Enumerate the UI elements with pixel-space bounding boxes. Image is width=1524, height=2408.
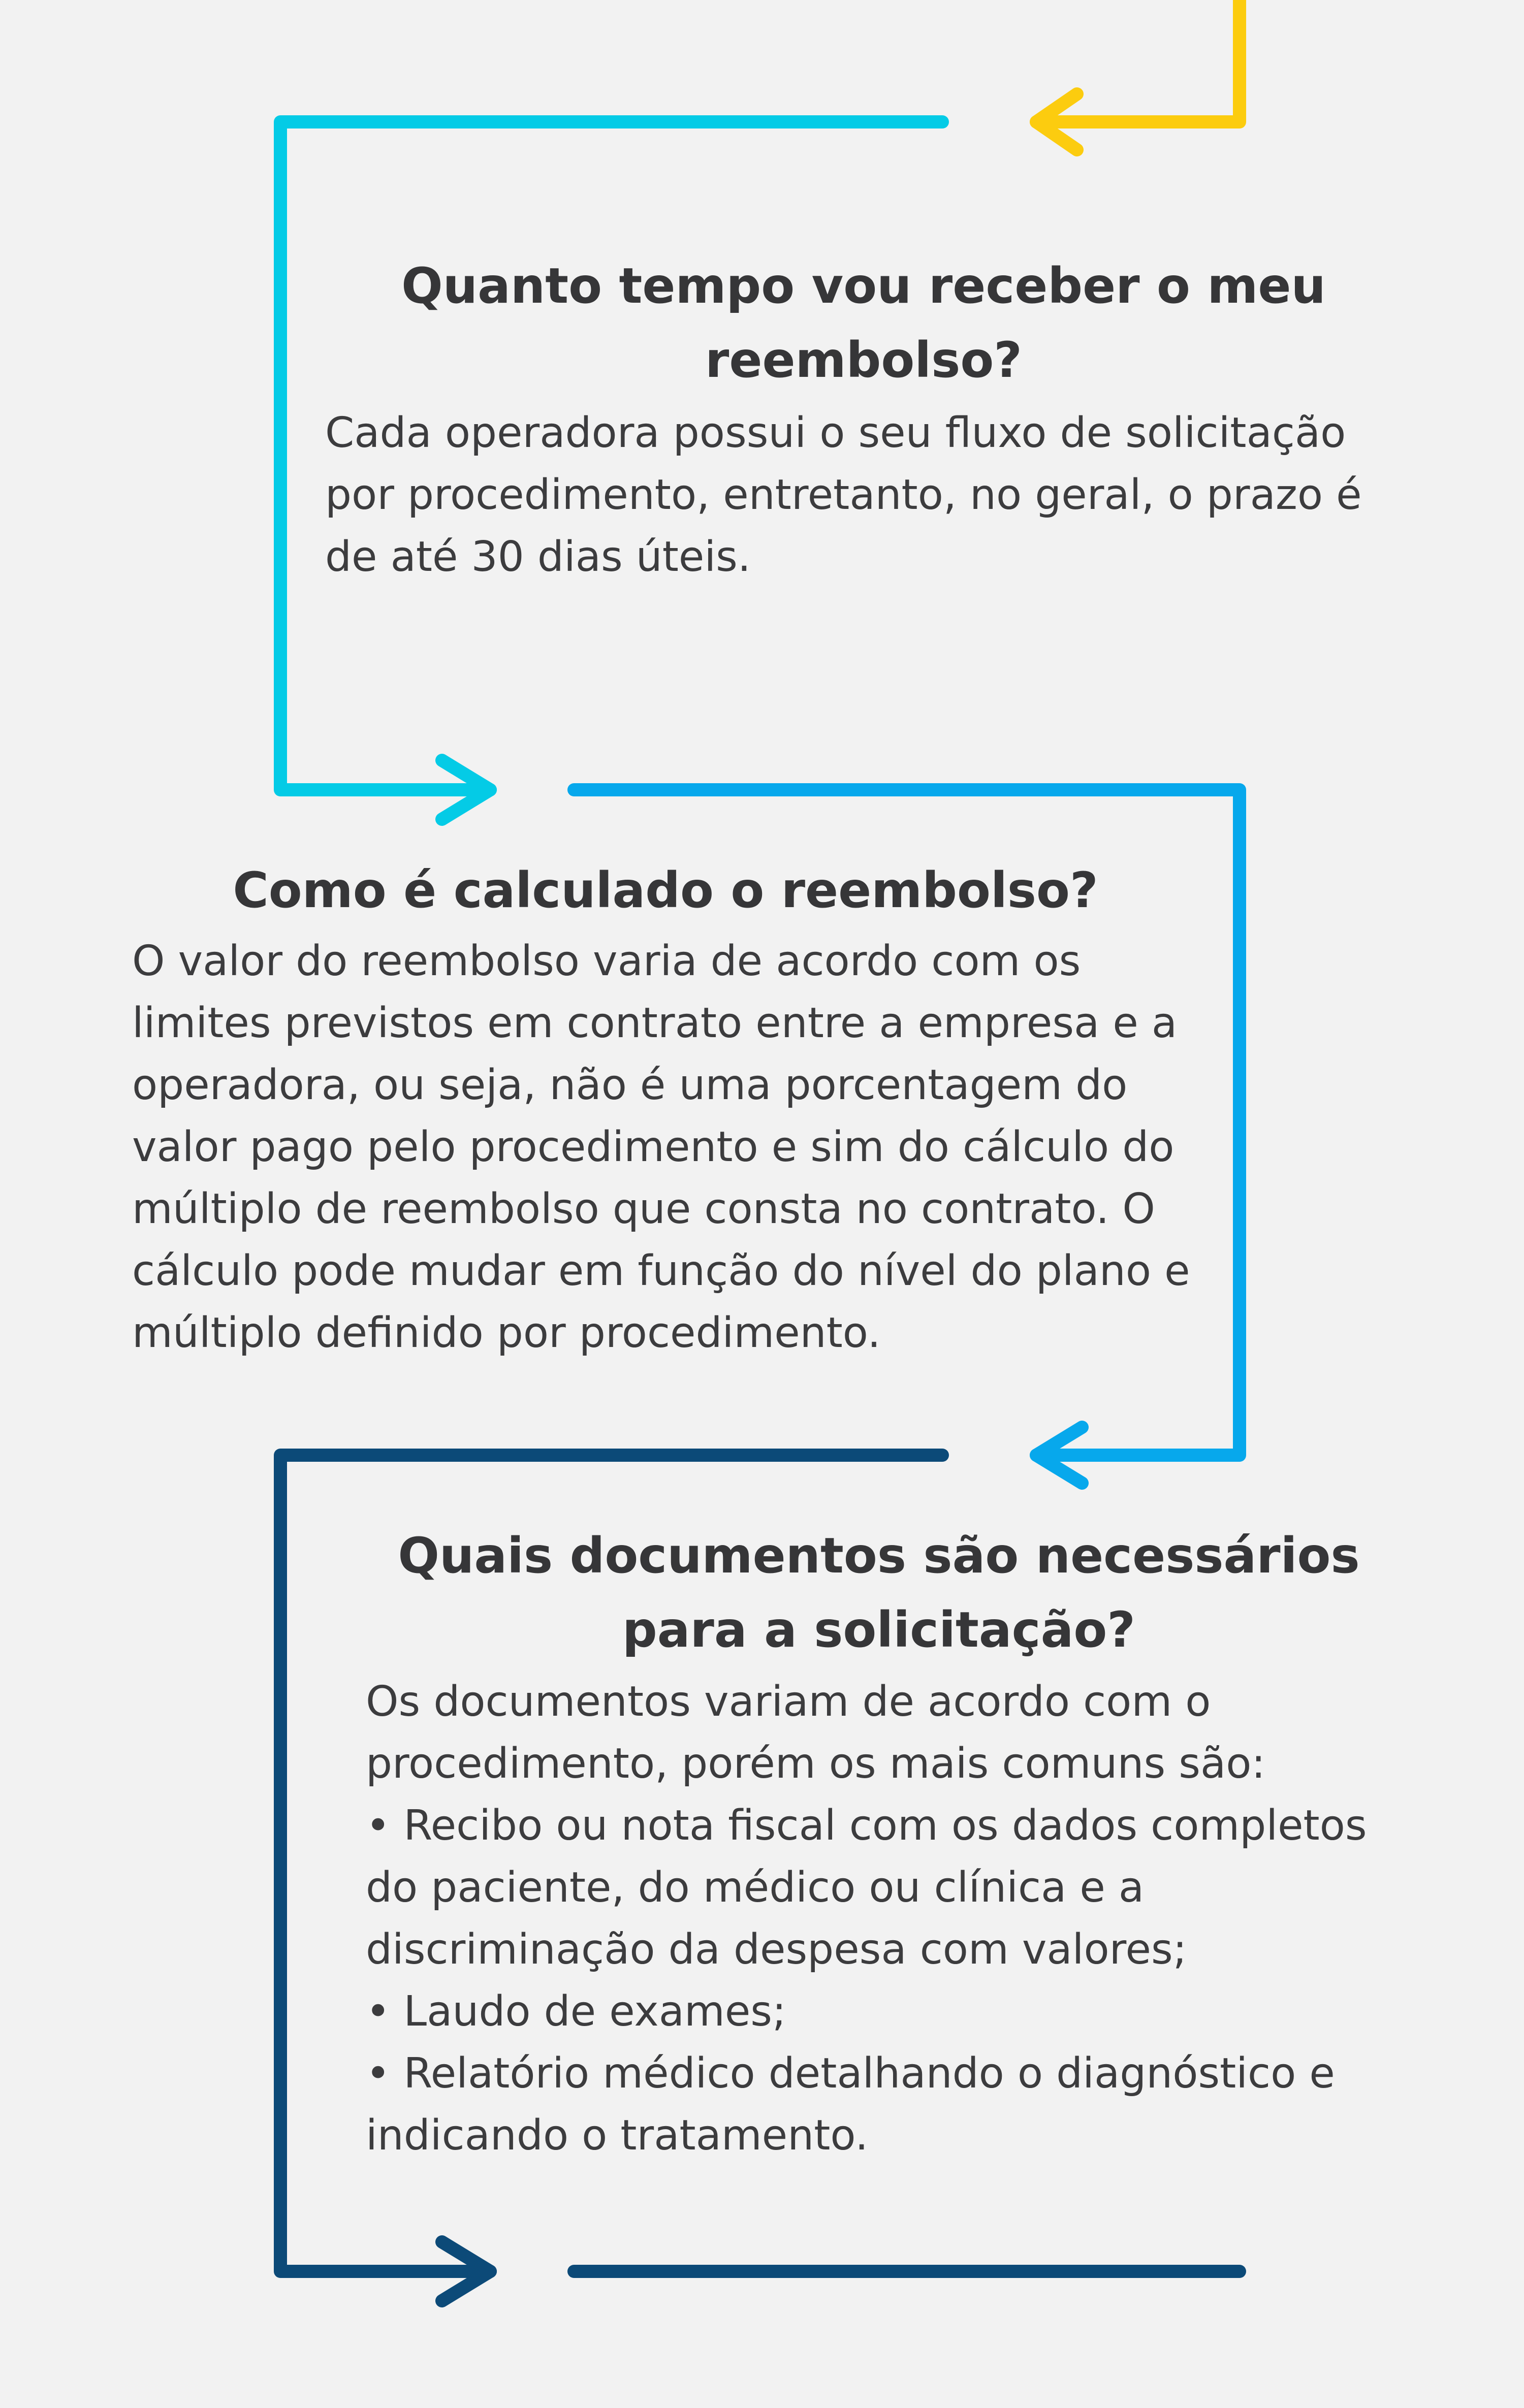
- section-body: Cada operadora possui o seu fluxo de solicitação por procedimento, entretanto, no geral, o prazo é de até 30 dias úteis.: [325, 409, 1362, 581]
- section-heading: Quanto tempo vou receber o meu reembolso?: [401, 258, 1326, 389]
- section-body: O valor do reembolso varia de acordo com os limites previstos em contrato entre a empresa e a operadora, ou seja, não é uma porcentagem do valor pago pelo procedimento e sim do cálculo do múltiplo de reembolso que consta no contrato. O cálculo pode mudar em função do nível do plano e múltiplo definido por procedimento.: [132, 937, 1190, 1357]
- section-reimbursement-calculation: [132, 853, 1224, 1364]
- section-required-documents: [366, 1519, 1392, 2167]
- section-heading: Quais documentos são necessários para a solicitação?: [398, 1527, 1360, 1658]
- section-heading: Como é calculado o reembolso?: [233, 862, 1098, 919]
- section-reimbursement-time: [325, 249, 1402, 588]
- section-body: Os documentos variam de acordo com o procedimento, porém os mais comuns são: • Recibo ou nota fiscal com os dados completos do paciente, do médico ou clínica e a discriminação da despesa com valores; • Laudo de exames; • Relatório médico detalhando o diagnóstico e indicando o tratamento.: [366, 1678, 1367, 2160]
